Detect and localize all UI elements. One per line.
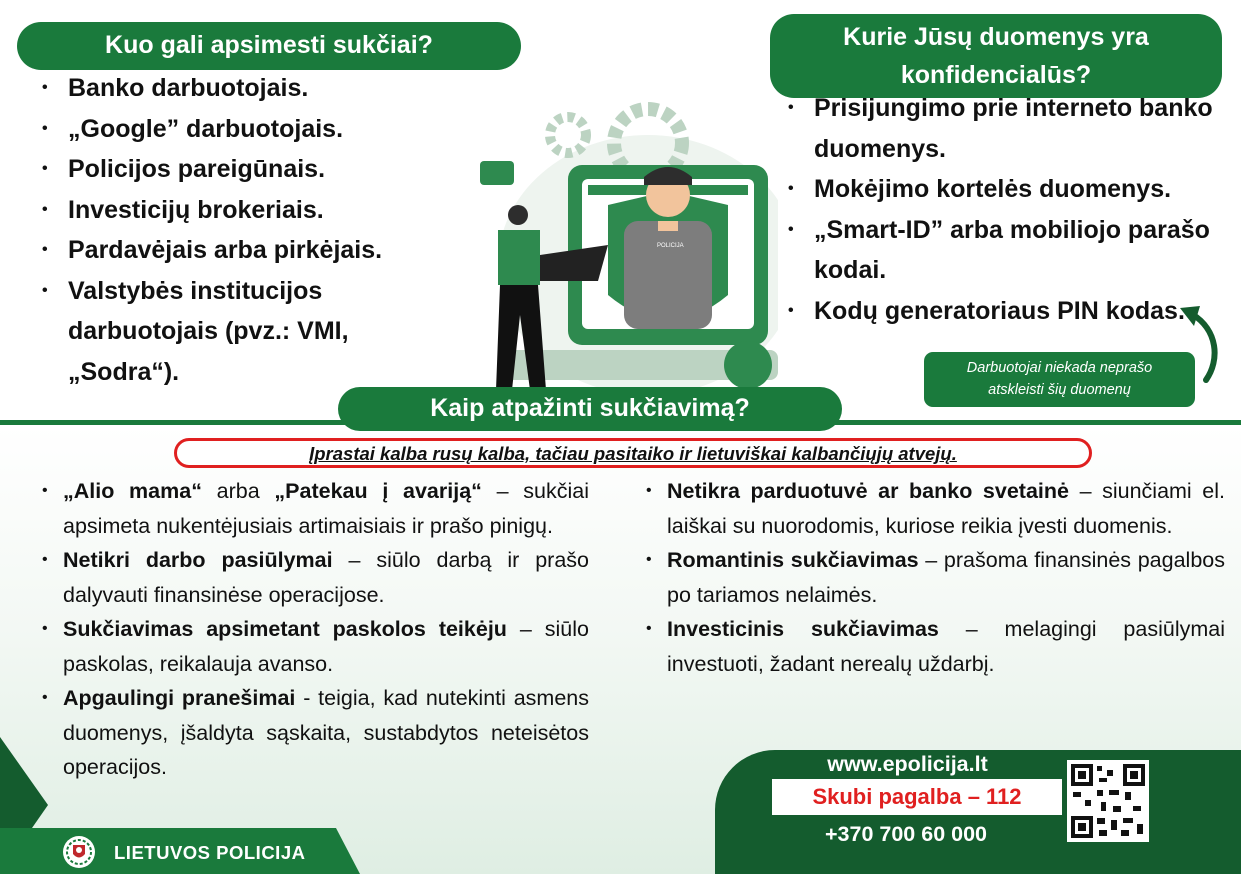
- fraud-types-right-list: [646, 474, 1225, 681]
- list-item: • Netikri darbo pasiūlymai – siūlo darbą ir prašo dalyvauti finansinėse operacijose.: [42, 543, 589, 612]
- police-officer-illustration: [458, 95, 778, 395]
- list-item: • Banko darbuotojais.: [42, 68, 452, 109]
- heading-line: Kurie Jūsų duomenys yra: [843, 23, 1149, 51]
- list-item: • Kodų generatoriaus PIN kodas.: [788, 291, 1238, 332]
- police-emblem-icon: [62, 835, 96, 869]
- list-item: • Investicijų brokeriais.: [42, 190, 452, 231]
- badge-text: POLICIJA: [657, 243, 684, 249]
- chat-bubble-icon: [480, 161, 514, 185]
- list-item: • Mokėjimo kortelės duomenys.: [788, 169, 1238, 210]
- heading-how-to-recognize-fraud: Kaip atpažinti sukčiavimą?: [338, 387, 842, 431]
- qr-code-icon[interactable]: [1067, 760, 1149, 842]
- heading-who-scammers-impersonate: Kuo gali apsimesti sukčiai?: [17, 22, 521, 70]
- list-item: • Sukčiavimas apsimetant paskolos teikėju – siūlo paskolas, reikalauja avanso.: [42, 612, 589, 681]
- gear-icon: [550, 117, 586, 153]
- list-item: • „Smart-ID” arba mobiliojo parašo kodai.: [788, 210, 1238, 291]
- note-line: Darbuotojai niekada neprašo: [966, 360, 1153, 376]
- website-link[interactable]: www.epolicija.lt: [827, 752, 988, 776]
- phone-number[interactable]: +370 700 60 000: [824, 822, 987, 846]
- emergency-number: Skubi pagalba – 112: [772, 779, 1062, 815]
- heading-line: konfidencialūs?: [900, 61, 1092, 89]
- list-item: • „Alio mama“ arba „Patekau į avariją“ – sukčiai apsimeta nukentėjusiais artimaisiais ir prašo pinigų.: [42, 474, 589, 543]
- note-line: atskleisti šių duomenų: [988, 382, 1131, 398]
- list-item: • Romantinis sukčiavimas – prašoma finansinės pagalbos po tariamos nelaimės.: [646, 543, 1225, 612]
- list-item: • Prisijungimo prie interneto banko duomenys.: [788, 88, 1238, 169]
- list-item: • Investicinis sukčiavimas – melagingi pasiūlymai investuoti, žadant nerealų uždarbį.: [646, 612, 1225, 681]
- list-item: • Apgaulingi pranešimai - teigia, kad nutekinti asmens duomenys, įšaldyta sąskaita, sustabdytos neteisėtos operacijos.: [42, 681, 589, 785]
- employees-never-ask-note: [924, 352, 1195, 407]
- impersonation-list: [42, 68, 452, 392]
- confidential-data-list: [788, 88, 1238, 331]
- list-item: • Netikra parduotuvė ar banko svetainė – siunčiami el. laiškai su nuorodomis, kuriose reikia įvesti duomenis.: [646, 474, 1225, 543]
- list-item: • Pardavėjais arba pirkėjais.: [42, 230, 452, 271]
- fraud-types-left-list: [42, 474, 589, 785]
- list-item: • „Google” darbuotojais.: [42, 109, 452, 150]
- list-item: • Policijos pareigūnais.: [42, 149, 452, 190]
- heading-confidential-data: [770, 14, 1222, 98]
- organization-name: LIETUVOS POLICIJA: [114, 842, 306, 863]
- list-item: • Valstybės institucijos darbuotojais (pvz.: VMI, „Sodra“).: [42, 271, 452, 393]
- language-warning: Įprastai kalba rusų kalba, tačiau pasitaiko ir lietuviškai kalbančiųjų atvejų.: [174, 438, 1092, 468]
